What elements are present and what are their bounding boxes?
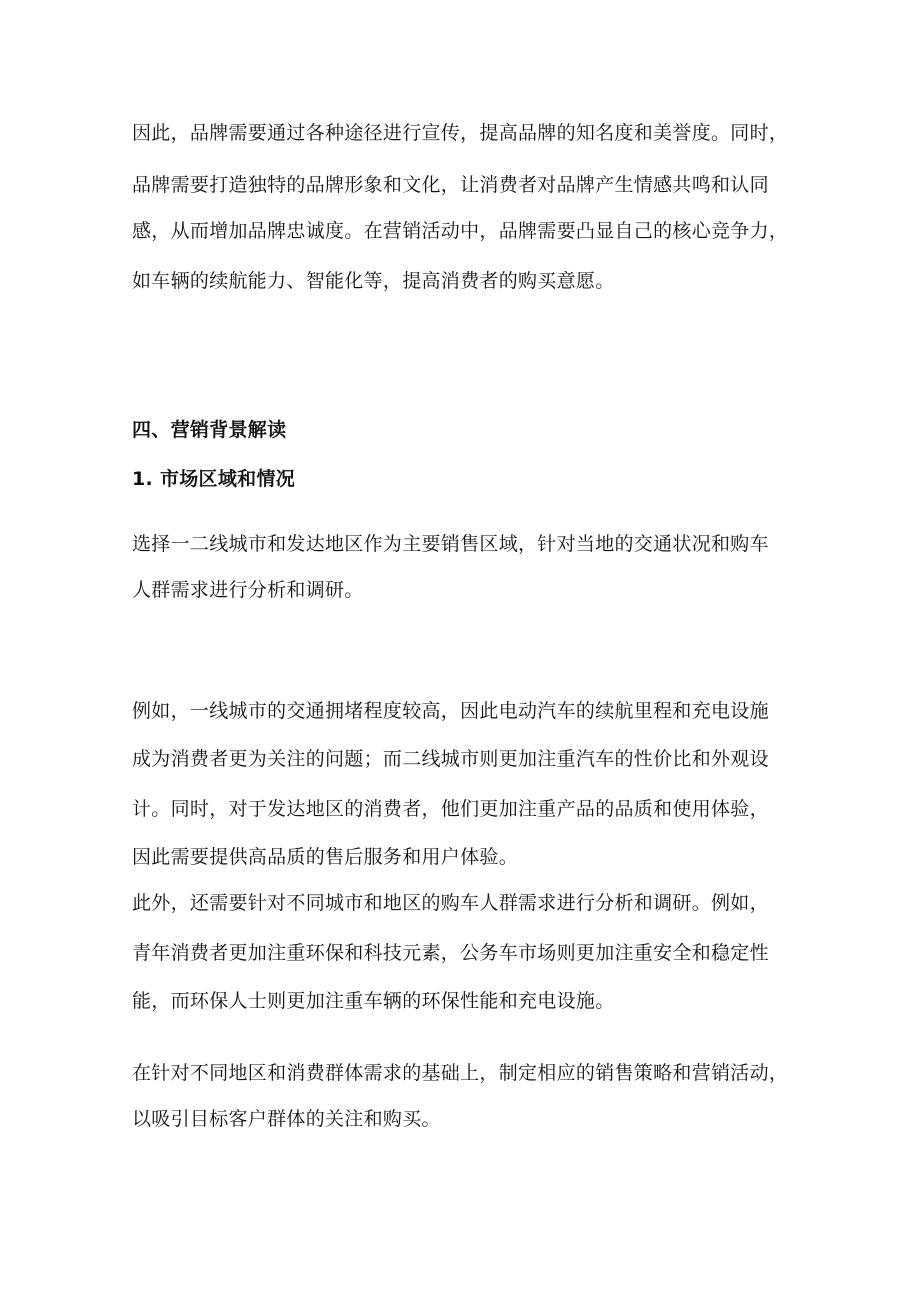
paragraph-1-line-2: 品牌需要打造独特的品牌形象和文化，让消费者对品牌产生情感共鸣和认同 xyxy=(132,174,769,196)
paragraph-4-line-1: 此外，还需要针对不同城市和地区的购车人群需求进行分析和调研。例如， xyxy=(132,892,769,914)
section-heading: 四、营销背景解读 xyxy=(132,419,287,441)
paragraph-2-line-1: 选择一二线城市和发达地区作为主要销售区域，针对当地的交通状况和购车 xyxy=(132,533,769,555)
paragraph-1-line-3: 感，从而增加品牌忠诚度。在营销活动中，品牌需要凸显自己的核心竞争力， xyxy=(132,220,789,242)
paragraph-1-line-4: 如车辆的续航能力、智能化等，提高消费者的购买意愿。 xyxy=(132,270,615,292)
paragraph-2-line-2: 人群需求进行分析和调研。 xyxy=(132,579,364,601)
subsection-heading: 1. 市场区域和情况 xyxy=(132,468,296,490)
paragraph-3-line-1: 例如，一线城市的交通拥堵程度较高，因此电动汽车的续航里程和充电设施 xyxy=(132,700,769,722)
paragraph-3-line-3: 计。同时，对于发达地区的消费者，他们更加注重产品的品质和使用体验， xyxy=(132,798,769,820)
paragraph-3-line-4: 因此需要提供高品质的售后服务和用户体验。 xyxy=(132,846,519,868)
paragraph-4-line-3: 能，而环保人士则更加注重车辆的环保性能和充电设施。 xyxy=(132,990,615,1012)
paragraph-5-line-1: 在针对不同地区和消费群体需求的基础上，制定相应的销售策略和营销活动， xyxy=(132,1062,789,1084)
paragraph-4-line-2: 青年消费者更加注重环保和科技元素，公务车市场则更加注重安全和稳定性 xyxy=(132,942,769,964)
paragraph-3-line-2: 成为消费者更为关注的问题；而二线城市则更加注重汽车的性价比和外观设 xyxy=(132,748,769,770)
paragraph-5-line-2: 以吸引目标客户群体的关注和购买。 xyxy=(132,1108,441,1130)
paragraph-1-line-1: 因此，品牌需要通过各种途径进行宣传，提高品牌的知名度和美誉度。同时， xyxy=(132,122,789,144)
